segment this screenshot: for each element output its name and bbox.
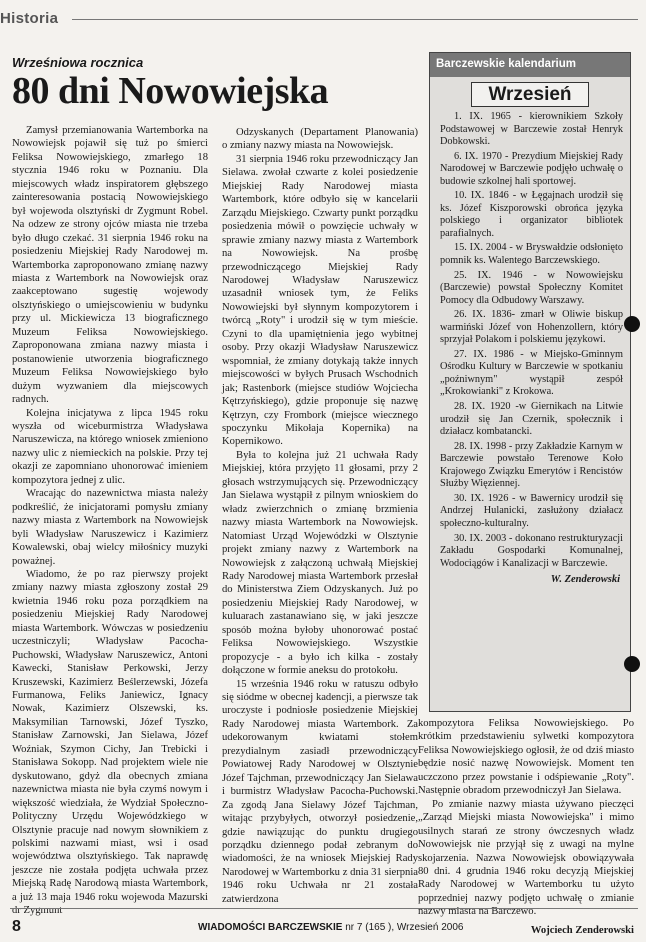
sidebar-heading: Barczewskie kalendarium	[430, 53, 630, 77]
header-rule	[72, 19, 638, 20]
issue-info: nr 7 (165 ), Wrzesień 2006	[345, 922, 464, 933]
calendar-entry: 27. IX. 1986 - w Miejsko-Gminnym Ośrodku Kultury w Barczewie w spotkaniu „poźniwnym" wystąpił zespół „Krokowianki" z Krokowa.	[440, 348, 623, 398]
calendar-entry: 6. IX. 1970 - Prezydium Miejskiej Rady Narodowej w Barczewie podjęło uchwałę o budowie szkolnej hali sportowej.	[440, 150, 623, 187]
publication-name: WIADOMOŚCI BARCZEWSKIE	[198, 922, 343, 933]
calendar-entry: 25. IX. 1946 - w Nowowiejsku (Barczewie) powstał Społeczny Komitet Pomocy dla Odbudowy Warszawy.	[440, 269, 623, 306]
section-label: Historia	[0, 10, 59, 27]
footer-rule	[10, 908, 638, 909]
article-title: 80 dni Nowowiejska	[12, 70, 329, 112]
paragraph: Była to kolejna już 21 uchwała Rady Miejskiej, która przyjęto 11 głosami, przy 2 głosach wstrzymujących się. Przewodniczący Jan Sielawa wystąpił z pilnym wnioskiem do władz zwierzchnich o zmianę brzmienia nazwy miasta Wartembork na Nowowiejsk. Natomiast Urząd Wojewódzki w Olsztynie projekt zmiany nazwy z Wartembork na Nowowiejsk z załączoną uchwałą Miejskiej Rady Narodowej miasta Wartembork przesłał do Ministerstwa Ziem Odzyskanych. Już po posiedzeniu Miejskiej Rady Narodowej, w kuluarach zastanawiano się, w jaki jeszcze sposób można byłoby uhonorować postać Feliksa Nowowiejskiego. Wszystkie propozycje - a było ich kilka - zostały dołączone w formie aneksu do protokołu.	[222, 449, 418, 677]
article-column-2	[222, 126, 418, 904]
article-column-3	[418, 717, 634, 936]
paragraph: Wiadomo, że po raz pierwszy projekt zmiany nazwy miasta zgłoszony został 29 kwietnia 1946 roku poza porządkiem na posiedzeniu Miejskiej Rady Narodowej miasta Wartembork. Wówczas w posiedzeniu uczestniczyli; Władysław Pacocha-Puchowski, Władysław Naruszewicz, Antoni Kawecki, Stanisław Perkowski, Jerzy Kruszewski, Kazimierz Beślerzewski, Józefa Furmanowa, Feliks Janiewicz, Ignacy Nowak, Kazimierz Olszewski, ks. Maksymilian Tarnowski, Józef Tyszko, Stanisław Zarnowski, Jan Sielawa, Józef Woźniak, Szymon Cichy, Jan Trebicki i Stanisława Sokopp. Nad projektem wiele nie dyskutowano, gdyż dla obecnych zmiana nazewnictwa miasta nie była czymś nowym i większość wiedziała, że Wydział Społeczno-Polityczny Urzędu Wojewódzkiego w Olsztynie pracuje nad nowym słownikiem z polskimi nazwami miast, wsi i osad województwa olsztyńskiego. Tak naprawdę jeszcze nie została podjęta uchwała przez Miejską Radę Narodową miasta Wartembork, a już 13 maja 1946 roku wojewoda Mazurski dr Zygmunt	[12, 568, 208, 917]
calendar-entry: 1. IX. 1965 - kierownikiem Szkoły Podstawowej w Barczewie został Henryk Dobkowski.	[440, 111, 623, 148]
calendar-entry: 28. IX. 1998 - przy Zakładzie Karnym w Barczewie powstało Terenowe Koło Krajowego Związku Emerytów i Rencistów Służby Więziennej.	[440, 440, 623, 490]
page-number: 8	[12, 918, 21, 935]
paragraph: kompozytora Feliksa Nowowiejskiego. Po krótkim przedstawieniu sylwetki kompozytora Feliksa Nowowiejskiego ogłosił, że od dziś miasto będzie nosić nazwę Nowowiejsk. Moment ten uczczono przez powstanie i odśpiewanie „Roty". Następnie obradom przewodniczył Jan Sielawa.	[418, 718, 634, 797]
paragraph: Kolejna inicjatywa z lipca 1945 roku wyszła od wiceburmistrza Władysława Naruszewicza, na którego wniosek zmieniono nazwy ulic z niemieckich na polskie. Przy tej okazji ze zapomniano uhonorować imieniem kompozytora jednej z ulic.	[12, 407, 208, 486]
binder-hole-icon	[624, 316, 640, 332]
sidebar-author: W. Zenderowski	[550, 574, 620, 586]
paragraph: Wracając do nazewnictwa miasta należy podkreślić, że inicjatorami pomysłu zmiany nazwy miasta z Wartembork na Nowowiejsk byli Władysław Naruszewicz i Kazimierz Kowalewski, obaj wielcy miłośnicy muzyki poważnej.	[12, 488, 208, 567]
paragraph: Odzyskanych (Departament Planowania) o zmiany nazwy miasta na Nowowiejsk.	[222, 127, 418, 152]
calendar-entry: 10. IX. 1846 - w Łęgajnach urodził się ks. Józef Kiszporowski obrońca języka polskiego i organizator bibliotek parafialnych.	[440, 190, 623, 239]
calendar-entry: 30. IX. 2003 - dokonano restrukturyzacji Zakładu Gospodarki Komunalnej, Wodociągów i Kanalizacji w Barczewie.	[440, 532, 623, 569]
page-footer	[0, 908, 646, 942]
calendar-entry: 26. IX. 1836- zmarł w Oliwie biskup warmiński Józef von Hohenzollern, który sprzyjał Polakom i polskiemu językowi.	[440, 309, 623, 346]
article-column-1	[12, 124, 208, 917]
publication-masthead	[198, 922, 463, 933]
calendar-list	[430, 111, 630, 570]
page-header	[0, 0, 646, 30]
sidebar-month: Wrzesień	[471, 82, 589, 107]
calendar-sidebar	[429, 52, 631, 712]
paragraph: 15 września 1946 roku w ratuszu odbyło się siódme w obecnej kadencji, a pierwsze tak uroczyste i podniosłe posiedzenie Miejskiej Rady Narodowej miasta Wartembork. Za udekorowanym kwiatami stołem prezydialnym zasiadł przewodniczący Powiatowej Rady Narodowej w Olsztynie Józef Tajchman, przewodniczący Jan Sielawa i burmistrz Władysław Pacocha-Puchowski. Za zgodą Jana Sielawy Józef Tajchman, witając przybyłych, otworzył posiedzenie, gdzie nawiązując do punktu drugiego porządku dziennego podał zebranym do wiadomości, że na wniosek Miejskiej Rady Narodowej w Wartemborku z dnia 31 sierpnia 1946 roku Uchwała nr 21 została zatwierdzona	[222, 678, 418, 905]
paragraph: Po zmianie nazwy miasta używano pieczęci „Zarząd Miejski miasta Nowowiejska" i mimo usilnych starań ze strony ówczesnych władz Nowowiejsk nie przyjął się z uwagi na mylne skojarzenia. Nazwa Nowowiejsk obowiązywała 80 dni. 4 grudnia 1946 roku decyzją Miejskiej Rady Narodowej w Wartemborku tu użyto poprzedniej nazwy podjęto uchwałę o zmianie nazwy miasta na Barczewo.	[418, 798, 634, 918]
calendar-entry: 28. IX. 1920 -w Giernikach na Litwie urodził się Jan Czernik, społecznik i działacz kombatancki.	[440, 401, 623, 438]
calendar-entry: 30. IX. 1926 - w Bawernicy urodził się Andrzej Hulanicki, zasłużony działacz społeczno-kulturalny.	[440, 492, 623, 529]
article-author: Wojciech Zenderowski	[530, 924, 634, 936]
article-kicker: Wrześniowa rocznica	[12, 55, 144, 70]
paragraph: 31 sierpnia 1946 roku przewodniczący Jan Sielawa. zwołał czwarte z kolei posiedzenie Miejskiej Rady Narodowej miasta Wartembork, które odbyło się w kancelarii Zarządu Miejskiego. Czwarty punkt porządku posiedzenia mówił o powzięcie uchwały w sprawie zmiany nazwy miasta z Wartembork na Nowowiejsk. Na prośbę przewodniczącego Miejskiej Rady Narodowej Władysław Naruszewicz uzasadnił wniosek tym, że Feliks Nowowiejski był słynnym kompozytorem i twórcą „Roty" i urodził się w tym mieście. Czyni to dla upamiętnienia jego wybitnej osoby. Przy okazji Władysław Naruszewicz wspomniał, że zmiany dotykają także innych miejscowości w byłych Prusach Wschodnich jak; Rastenbork (miejsce studiów Wojciecha Kętrzyńskiego), gdzie proponuje się nazwę Kętrzyn, czy Frombork (miejsce wiecznego spoczynku Mikołaja Kopernika) na Kopernikowo.	[222, 153, 418, 448]
calendar-entry: 15. IX. 2004 - w Bryswałdzie odsłonięto pomnik ks. Walentego Barczewskiego.	[440, 242, 623, 267]
binder-hole-icon	[624, 656, 640, 672]
paragraph: Zamysł przemianowania Wartemborka na Nowowiejsk pojawił się tuż po śmierci Feliksa Nowowiejskiego, zmarłego 18 stycznia 1946 roku w Poznaniu. Dla miejscowych władz inspiratorem głębszego zainteresowania postacią Nowowiejskiego był wojewoda olsztyński dr Zygmunt Robel. Na odzew ze strony ojców miasta nie trzeba było długo czekać. 31 sierpnia 1946 roku na posiedzeniu Miejskiej Rady Narodowej m. Wartemborka zaproponowano zmianę nazwy miasta z Wartembork na Nowowiejsk oraz zaakceptowano sugestię wojewody olsztyńskiego o umiejscowieniu w budynku przy ul. Mickiewicza 13 biograficznego Muzeum Feliksa Nowowiejskiego. Zaproponowana zmiana nazwy miasta i postanowienie utworzenia biograficznego Muzeum Feliksa Nowowiejskiego było dużym wyzwaniem dla miejscowych radnych.	[12, 125, 208, 406]
